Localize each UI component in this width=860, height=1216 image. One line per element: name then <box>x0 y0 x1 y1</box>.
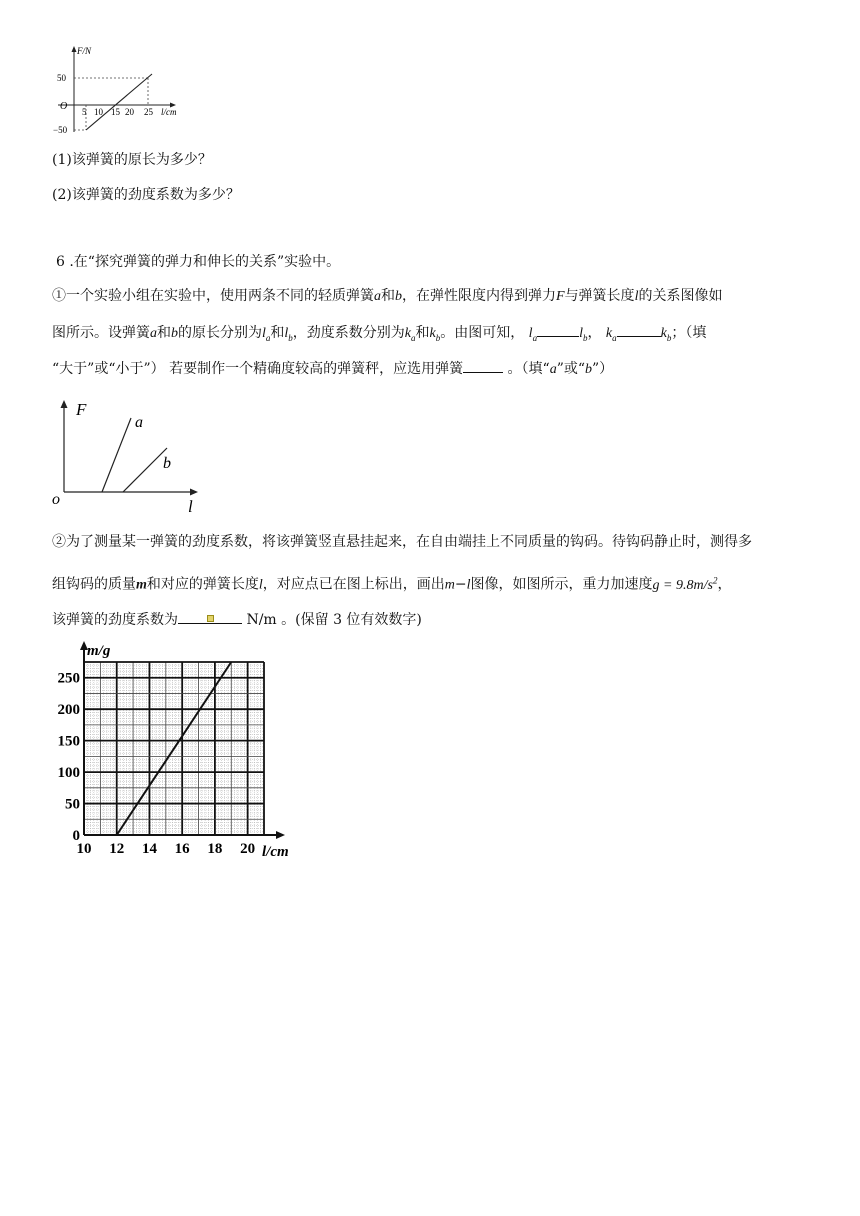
y-axis-label: F/N <box>77 46 92 56</box>
chart-xlabel: l/cm <box>262 844 289 860</box>
k-a: $k_a$ <box>605 326 617 343</box>
x-tick-15: 15 <box>111 107 120 117</box>
k-b: $k_b$ <box>429 326 441 343</box>
text-seg: “大于”或“小于”） 若要制作一个精确度较高的弹簧秤，应选用弹簧 <box>52 361 464 377</box>
x-tick-label: 14 <box>141 841 157 857</box>
text-seg: 和 <box>381 288 395 304</box>
x-tick-20: 20 <box>125 107 134 117</box>
text-seg: 组钩码的质量 <box>52 576 136 593</box>
q6-p1-line3 <box>52 358 613 380</box>
text-seg: ，在弹性限度内得到弹力 <box>402 288 556 304</box>
force-length-graph-small <box>48 42 198 142</box>
x-tick-25: 25 <box>144 107 153 117</box>
k-a: $k_a$ <box>404 326 416 343</box>
line-b-label: b <box>163 455 171 472</box>
x-tick-label: 20 <box>240 841 256 857</box>
y-axis-arrow <box>61 400 68 408</box>
q6-title: 6 .在“探究弹簧的弹力和伸长的关系”实验中。 <box>56 254 341 270</box>
x-axis-label: l <box>188 497 193 516</box>
y-axis-arrow <box>72 46 77 52</box>
text-seg: ，劲度系数分别为 <box>292 325 405 341</box>
text-seg: 图所示。设弹簧 <box>52 325 150 341</box>
var-a: a <box>374 289 381 304</box>
y-tick-label: 150 <box>57 733 80 750</box>
var-F: F <box>556 289 565 304</box>
spring-b-line <box>123 448 167 492</box>
text-seg: ， <box>717 576 732 593</box>
y-tick-label: 100 <box>57 765 80 782</box>
q6-p1-line2 <box>52 322 706 348</box>
cursor-mark <box>207 615 214 622</box>
q5-sub2: (2)该弹簧的劲度系数为多少？ <box>52 187 240 203</box>
mass-length-chart <box>54 640 304 862</box>
q6-p1-line1 <box>52 286 722 307</box>
var-l: l <box>634 289 639 304</box>
g-value: $g = 9.8m/s^2$ <box>652 575 718 593</box>
y-tick-label: 200 <box>57 702 80 719</box>
text-seg: 和对应的弹簧长度 <box>146 576 259 593</box>
var-m: m <box>444 577 455 593</box>
text-seg: 。由图可知， <box>440 325 525 341</box>
var-a: a <box>150 326 157 341</box>
l-a: $l_a$ <box>528 326 538 343</box>
unit: N/m <box>246 612 277 628</box>
answer-blank-4[interactable] <box>178 609 242 624</box>
k-b: $k_b$ <box>660 326 672 343</box>
y-axis-label: F <box>76 400 87 419</box>
q6-p2-line1: ②为了测量某一弹簧的劲度系数，将该弹簧竖直悬挂起来，在自由端挂上不同质量的钩码。待钩码静止时，测得多 <box>52 534 752 550</box>
answer-blank-3[interactable] <box>463 358 503 373</box>
y-tick-label: 0 <box>72 828 80 844</box>
x-tick-label: 16 <box>174 841 190 857</box>
var-b: b <box>585 362 593 377</box>
x-tick-label: 12 <box>109 841 125 857</box>
answer-blank-2[interactable] <box>617 322 661 337</box>
text-seg: 的关系图像如 <box>638 288 723 304</box>
x-tick-10: 10 <box>94 107 103 117</box>
text-seg: ①一个实验小组在实验中，使用两条不同的轻质弹簧 <box>52 288 374 304</box>
var-a: a <box>549 362 557 377</box>
q6-p2-line3 <box>52 609 422 630</box>
var-m: m <box>136 577 147 593</box>
text-seg: 和 <box>270 325 285 341</box>
x-tick-5: 5 <box>82 107 87 117</box>
origin-label: o <box>52 491 60 508</box>
y-tick-label: 250 <box>57 670 80 687</box>
chart-ylabel: m/g <box>87 643 111 659</box>
origin-label: O <box>60 101 68 112</box>
text-seg: ；（填 <box>671 325 707 341</box>
spring-a-line <box>102 418 131 492</box>
x-tick-label: 10 <box>76 841 92 857</box>
spring-ab-graph <box>46 396 210 518</box>
line-a-label: a <box>135 414 143 431</box>
q6-p2-line2 <box>52 570 731 596</box>
var-b: b <box>171 326 178 341</box>
text-seg: 该弹簧的劲度系数为 <box>52 612 178 628</box>
x-tick-label: 18 <box>207 841 223 857</box>
force-line <box>86 74 152 130</box>
x-axis-arrow <box>276 831 285 839</box>
text-seg: 图像，如图所示，重力加速度 <box>470 576 653 593</box>
q5-sub1: (1)该弹簧的原长为多少？ <box>52 152 212 168</box>
l-b: $l_b$ <box>579 326 588 343</box>
y-tick-neg50: −50 <box>53 125 68 135</box>
var-l: l <box>466 577 471 593</box>
text-seg: 与弹簧长度 <box>564 288 635 304</box>
text-seg: 。（填“ <box>503 361 550 377</box>
x-axis-arrow <box>190 489 198 496</box>
text-seg: 的原长分别为 <box>178 325 262 341</box>
text-seg: ，对应点已在图上标出，画出 <box>262 576 445 593</box>
var-l: l <box>258 577 263 593</box>
text-seg: ， <box>587 325 602 341</box>
dash: − <box>454 576 467 593</box>
l-a: $l_a$ <box>262 326 271 343</box>
x-axis-label: l/cm <box>161 107 177 117</box>
text-seg: 和 <box>415 325 430 341</box>
answer-blank-1[interactable] <box>537 322 579 337</box>
l-b: $l_b$ <box>284 326 293 343</box>
text-seg: 。(保留 3 位有效数字) <box>281 612 422 628</box>
y-tick-label: 50 <box>65 796 80 813</box>
text-seg: ”） <box>592 361 614 377</box>
text-seg: 和 <box>157 325 171 341</box>
text-seg: ”或“ <box>556 361 586 377</box>
y-tick-50: 50 <box>57 73 66 83</box>
var-b: b <box>395 289 402 304</box>
